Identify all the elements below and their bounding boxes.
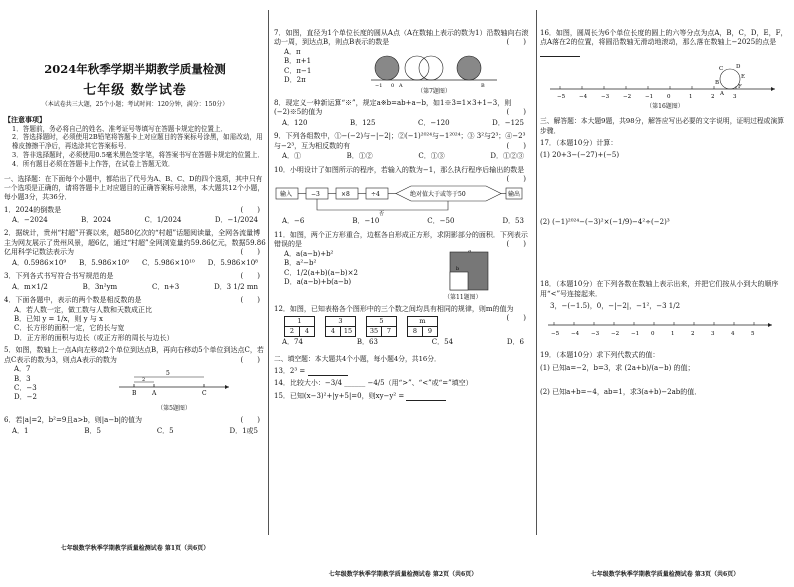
question-4: 4．下面各题中，表示的两个数是相反数的是 ( ) (4, 296, 260, 305)
option-c: C．n+3 (152, 282, 180, 291)
option-b: B．63 (356, 338, 378, 347)
svg-text:B: B (132, 390, 137, 398)
option-a: A．74 (282, 338, 303, 347)
question-19-part-2: (2) 已知a+b=−4，ab=1，求3(a+b)−2ab的值． (540, 388, 702, 397)
option-a: A．① (282, 152, 302, 161)
question-2: 2．据统计，贵州“村超”开赛以来，超580亿次的“村超”话题阅读量，全网各流量博主为网友展示了贵州风景，超6亿，通过“村超”全网浏览量约59.86亿元，数据59.86亿用科学记数法表示为 ( ) (4, 229, 266, 257)
note-item: 4．所有题目必须在答题卡上作答，在试卷上答题无效． (12, 160, 175, 169)
question-12: 12．如图，已知表格各个图形中的三个数之间均具有相同的规律，则m的值为 ( ) (274, 304, 526, 323)
tick-label: 2 (711, 94, 715, 101)
note-item: 3．答非选择题时，必须使用0.5毫米黑色签字笔，将答案书写在答题卡规定的位置上． (12, 151, 265, 160)
tick-label: −4 (571, 331, 580, 338)
tick-label: −4 (579, 94, 588, 101)
question-17: 17．（本题10分）计算： (540, 138, 618, 147)
option-d: D．正方形的面积与边长（或正方形的周长与边长） (14, 333, 174, 342)
pattern-table-3: 5 35 7 (366, 316, 397, 337)
section-2-heading: 二、填空题：本大题共4个小题，每小题4分，共16分． (274, 354, 441, 363)
option-a: A．1 (12, 426, 29, 435)
tick-label: 1 (689, 94, 693, 101)
tick-label: −1 (645, 94, 654, 101)
svg-text:−1: −1 (375, 82, 383, 88)
option-b: B．3n²ym (82, 282, 118, 291)
figure-caption: （第5题图） (157, 405, 191, 413)
question-2-options (4, 258, 266, 269)
question-1-options (4, 215, 266, 226)
figure-caption: （第16题图） (646, 103, 684, 111)
circle-point: E (741, 74, 746, 81)
svg-text:a: a (468, 249, 471, 254)
tick-label: 3 (711, 331, 715, 338)
option-d: D．2π (284, 76, 306, 85)
question-10: 10．小明设计了如图所示的程序，若输入的数为−1，那么执行程序后输出的数是 ( ) (274, 165, 526, 184)
q12-tables (274, 316, 507, 337)
option-c: C．①③ (418, 152, 445, 161)
question-17-part-2: (2) (−1)²⁰²⁴−(−3)²×(−1/9)−4²÷(−2)³ (540, 217, 670, 226)
number-line-figure (540, 311, 780, 341)
q5-figure (114, 365, 234, 413)
number-line-ticks (551, 322, 755, 337)
option-a: A．π (284, 47, 301, 56)
notes-heading: 【注意事项】 (4, 115, 46, 125)
figure-caption: （第11题图） (444, 293, 482, 301)
question-10-options (274, 216, 532, 227)
tick-label: 5 (751, 331, 755, 338)
flowchart-figure (274, 184, 524, 216)
exam-title: 2024年秋季学期半期教学质量检测 (44, 62, 226, 76)
question-9: 9．下列各组数中，①−(−2)与−|−2|；②(−1)²⁰²⁴与−1²⁰²⁴；③ 3²与2³；④−2³与−2³，互为相反数的有 ( ) (274, 132, 526, 150)
flow-step: ×8 (341, 191, 350, 199)
pattern-table-2: 3 4 15 (325, 316, 356, 337)
option-a: A．若人数一定，做工数与人数和天数成正比 (14, 305, 153, 314)
option-b: B．5.986×10⁹ (79, 258, 129, 267)
svg-text:5: 5 (166, 370, 170, 378)
tick-label: −5 (551, 331, 560, 338)
option-d: D．5.986×10⁸ (207, 258, 258, 267)
option-c: C．54 (431, 338, 454, 347)
note-item: 2．答选择题时，必须使用2B铅笔将答题卡上对应题目的答案标号涂黑，如需改动，用橡皮擦擦干净后，再选涂其它答案标号． (12, 133, 263, 151)
pattern-table-4: m 8 9 (407, 316, 438, 337)
question-18-numbers: 3，−(−1.5)，0，−|−2|，−1²，−3 1/2 (550, 301, 681, 310)
option-d: D．−1/2024 (214, 216, 258, 224)
page-footer: 七年级数学秋季学期教学质量检测试卷 第3页（共6页） (590, 570, 740, 578)
question-8-options (274, 118, 532, 129)
option-b: B．5 (84, 426, 101, 435)
figure-caption: （第7题图） (417, 87, 451, 95)
option-b: B．−10 (352, 217, 380, 226)
column-1 (4, 0, 266, 561)
page-footer: 七年级数学秋季学期教学质量检测试卷 第2页（共6页） (328, 570, 478, 578)
circle-point: C (719, 66, 724, 73)
tick-label: −3 (601, 94, 610, 101)
number-line-figure (114, 365, 234, 405)
option-a: A．120 (282, 118, 308, 127)
section-1-heading: 一、选择题：在下面每个小题中，都给出了代号为A、B、C、D的四个选项，其中只有一个选项是正确的，请将答题卡上对应题目的正确答案标号涂黑，本大题共12个小题，每小题3分，共36分． (4, 175, 265, 202)
option-c: C．5 (156, 426, 174, 435)
option-c: C．5.986×10¹⁰ (141, 258, 195, 267)
page-footer: 七年级数学秋季学期教学质量检测试卷 第1页（共6页） (60, 544, 210, 552)
column-3 (540, 0, 790, 587)
question-6-options (4, 426, 266, 437)
question-11: 11．如图，两个正方形重合，边框各自形成正方形，求阴影部分的面积．下列表示错误的是 ( ) (274, 230, 528, 249)
svg-text:C: C (202, 390, 207, 398)
section-3-heading: 三、解答题：本大题9题，共98分，解答应写出必要的文字说明，证明过程或演算步骤． (540, 117, 785, 135)
tick-label: −2 (623, 94, 632, 101)
option-b: B．2024 (81, 216, 112, 224)
tick-label: −1 (631, 331, 640, 338)
option-a: A．−2024 (12, 216, 48, 224)
tick-label: 1 (671, 331, 675, 338)
option-d: D．−125 (492, 118, 524, 127)
question-9-options (274, 151, 532, 162)
option-d: D．a(a−b)+b(a−b) (284, 278, 352, 287)
question-8: 8．现定义一种新运算“※”，规定a※b=ab+a−b，如1※3=1×3+1−3，则(−2)※5的值为 ( ) (274, 98, 526, 117)
flow-decision: 绝对值大于或等于50 (410, 191, 466, 199)
answer-blank[interactable] (308, 368, 348, 376)
circle-number-line-figure (540, 57, 780, 103)
circle-point: D (736, 64, 741, 71)
svg-text:B: B (481, 82, 485, 88)
question-3-options (4, 282, 266, 293)
option-d: D．1或5 (229, 426, 258, 435)
question-12-options (274, 337, 532, 348)
option-b: B．已知 y = 1/x，则 y 与 x (14, 314, 103, 323)
note-item: 1．答题前，务必将自己的姓名、准考证号等填写在答题卡规定的位置上． (12, 124, 228, 133)
answer-blank[interactable] (540, 49, 580, 57)
option-b: B．3 (14, 374, 31, 383)
circle-point: F (738, 84, 742, 91)
flow-step: ÷4 (371, 191, 380, 199)
option-a: A．0.5986×10⁹ (12, 258, 67, 267)
option-a: A．a(a−b)+b² (284, 249, 334, 258)
option-d: D．6 (506, 338, 524, 347)
tick-label: −3 (591, 331, 600, 338)
option-c: C．1/2024 (144, 216, 182, 224)
option-b: B．a²−b² (284, 259, 317, 268)
question-13: 13．2³ = (274, 367, 532, 376)
option-c: C．−120 (418, 118, 450, 127)
option-c: C．−50 (427, 217, 455, 226)
svg-text:b: b (456, 265, 460, 272)
exam-meta: （本试卷共三大题，25个小题；考试时间：120分钟，满分：150分） (41, 101, 229, 109)
flow-input: 输入 (280, 191, 293, 199)
tick-label: −5 (557, 94, 566, 101)
question-19: 19．（本题10分）求下列代数式的值： (540, 351, 660, 360)
question-15: 15．已知(x−3)²+|y+5|=0，则xy−y² = (274, 392, 532, 401)
question-14: 14．比较大小：−3/4 ______ −4/5（用“>”、“<”或“=”填空） (274, 379, 473, 388)
column-divider (536, 10, 537, 535)
option-a: A．7 (14, 365, 31, 374)
circle-point: B (715, 80, 720, 87)
pattern-table-1: 1 2 4 (284, 316, 315, 337)
tick-label: 0 (651, 331, 655, 338)
option-c: C．−3 (14, 384, 37, 392)
option-d: D．①②③ (490, 152, 524, 161)
svg-text:A: A (399, 82, 403, 88)
svg-text:2: 2 (142, 377, 146, 384)
column-divider (268, 10, 269, 535)
question-18: 18．（本题10分）在下列各数在数轴上表示出来，并把它们按从小到大的顺序用“<”号连接起来． (540, 280, 779, 298)
option-d: D．3 1/2 mn (214, 282, 258, 291)
question-19-part-1: (1) 已知a=−2，b=3，求 (2a+b)/(a−b) 的值； (540, 363, 695, 372)
column-2 (274, 0, 532, 587)
option-a: A．−6 (282, 217, 305, 226)
circle-point: A (720, 91, 724, 98)
q7-figure (369, 48, 499, 96)
question-5: 5．如图，数轴上一点A向左移动2个单位到达点B，再向右移动5个单位到达点C，若点C表示的数为3，则点A表示的数为 ( ) (4, 346, 264, 364)
flow-output: 输出 (508, 191, 521, 199)
option-c: C．π−1 (284, 66, 312, 75)
tick-label: 3 (733, 94, 737, 101)
question-7: 7．如图，直径为1个单位长度的圆从A点（A在数轴上表示的数为1）沿数轴向右滚动一周，到达点B，则点B表示的数是 ( ) (274, 29, 529, 47)
svg-text:A: A (152, 390, 157, 398)
number-line-ticks (557, 86, 737, 100)
option-b: B．125 (349, 118, 376, 127)
option-b: B．π+1 (284, 57, 312, 66)
svg-text:0: 0 (391, 82, 395, 88)
question-6: 6．若|a|=2，b²=9且a>b，则|a−b|的值为 ( ) (4, 416, 260, 425)
option-a: A．m×1/2 (12, 282, 48, 291)
flow-no-label: 否 (379, 211, 385, 217)
question-1: 1．2024的倒数是 ( ) (4, 205, 260, 214)
tick-label: −2 (611, 331, 620, 338)
option-d: D．53 (502, 217, 524, 226)
option-c: C．1/2(a+b)(a−b)×2 (284, 268, 358, 277)
question-16: 16．如图，圆周长为6个单位长度的圆上的六等分点为点A，B，C，D，E，F，点A落在2的位置，将圆沿数轴无滑动地滚动，那么落在数轴上−2025的点是 (540, 29, 790, 57)
answer-blank[interactable] (406, 393, 446, 401)
question-3: 3．下列各式书写符合书写规范的是 ( ) (4, 272, 260, 281)
question-17-part-1: (1) 20+3−(−27)+(−5) (540, 151, 620, 160)
answer-space[interactable] (540, 227, 790, 277)
tick-label: 2 (691, 331, 695, 338)
option-b: B．①② (346, 152, 373, 161)
exam-subtitle: 七年级 数学试卷 (83, 82, 187, 98)
tick-label: 4 (731, 331, 735, 338)
answer-space[interactable] (540, 161, 790, 215)
option-c: C．长方形的面积一定，它的长与宽 (14, 324, 125, 333)
q11-figure (444, 250, 494, 302)
squares-figure (444, 250, 494, 294)
option-d: D．−2 (14, 393, 37, 402)
tick-label: 0 (667, 94, 671, 101)
rolling-circle-figure (369, 48, 499, 88)
flow-step: −3 (311, 191, 320, 199)
